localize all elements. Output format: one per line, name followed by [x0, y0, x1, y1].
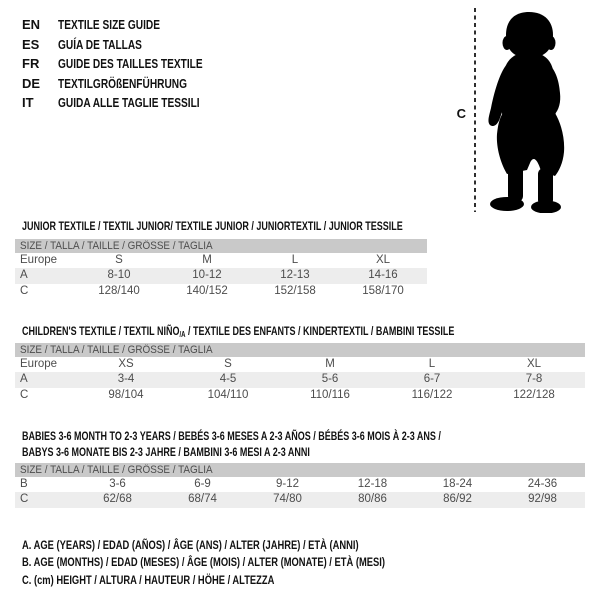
toddler-silhouette-icon: [483, 8, 573, 213]
height-measure-label: C: [456, 106, 466, 121]
footnote-b: B. AGE (MONTHS) / EDAD (MESES) / ÂGE (MOIS) / ALTER (MONATE) / ETÀ (MESI): [22, 555, 385, 570]
table-cell: 104/110: [207, 388, 249, 401]
footnote-a: A. AGE (YEARS) / EDAD (AÑOS) / ÂGE (ANS) / ALTER (JAHRE) / ETÀ (ANNI): [22, 538, 359, 552]
table-cell: 62/68: [103, 493, 132, 506]
language-label: GUIDE DES TAILLES TEXTILE: [58, 56, 203, 72]
table-cell: 10-12: [192, 269, 222, 282]
table-cell: 6-9: [194, 478, 211, 490]
table-cell: 6-7: [423, 373, 441, 386]
table-cell: 3-6: [109, 478, 126, 490]
language-code: ES: [22, 36, 40, 52]
table-cell: 68/74: [188, 493, 217, 506]
language-code: IT: [22, 95, 34, 111]
row-label: C: [20, 388, 29, 401]
row-label: Europe: [20, 358, 58, 370]
table-cell: 7-8: [525, 373, 543, 386]
table-cell: 12-18: [357, 478, 388, 490]
table-cell: 5-6: [321, 373, 339, 386]
row-label: B: [20, 478, 28, 490]
table-cell: 8-10: [107, 269, 131, 282]
table-cell: 24-36: [527, 478, 558, 490]
babies-section-title: BABIES 3-6 MONTH TO 2-3 YEARS / BEBÉS 3-6 MESES A 2-3 AÑOS / BÉBÉS 3-6 MOIS À 2-3 ANS / BABYS 3-6 MONATE BIS 2-3 JAHRE / BAMBINI 3-6 MESI A 2-3 ANNI: [22, 429, 441, 459]
table-cell: 98/104: [108, 388, 144, 401]
table-cell: XS: [118, 358, 134, 370]
language-label: TEXTILE SIZE GUIDE: [58, 17, 160, 33]
table-row: [15, 372, 585, 387]
language-code: FR: [22, 56, 40, 72]
footnote-c: C. (cm) HEIGHT / ALTURA / HAUTEUR / HÖHE / ALTEZZA: [22, 572, 275, 587]
children-section-title: CHILDREN'S TEXTILE / TEXTIL $NIÑO_{/A}$ / TEXTILE DES ENFANTS / KINDERTEXTIL / BAMBINI TESSILE: [22, 324, 455, 339]
table-row: [15, 284, 427, 299]
table-cell: M: [202, 254, 212, 266]
table-cell: 74/80: [273, 493, 302, 506]
size-header-bar: [15, 343, 585, 357]
table-cell: XL: [375, 254, 391, 266]
table-cell: 86/92: [443, 493, 472, 506]
table-cell: 122/128: [513, 388, 555, 401]
junior-size-table: [15, 239, 427, 299]
language-code: DE: [22, 75, 41, 91]
size-header-text: SIZE / TALLA / TAILLE / GRÖSSE / TAGLIA: [20, 344, 213, 356]
row-label: Europe: [20, 254, 58, 266]
table-row: [15, 477, 585, 492]
table-cell: 92/98: [528, 493, 557, 506]
language-code: EN: [22, 17, 41, 33]
row-label: A: [20, 373, 28, 386]
table-cell: 18-24: [442, 478, 473, 490]
row-label: A: [20, 269, 28, 282]
junior-section-title: JUNIOR TEXTILE / TEXTIL JUNIOR/ TEXTILE JUNIOR / JUNIORTEXTIL / JUNIOR TESSILE: [22, 219, 403, 233]
row-label: C: [20, 284, 29, 297]
table-cell: 128/140: [98, 284, 140, 297]
table-cell: 3-4: [117, 373, 135, 386]
language-row: [22, 15, 243, 35]
table-row: [15, 357, 585, 372]
language-label: GUÍA DE TALLAS: [58, 36, 142, 52]
table-cell: 9-12: [275, 478, 300, 490]
size-header-text: SIZE / TALLA / TAILLE / GRÖSSE / TAGLIA: [20, 240, 213, 252]
language-row: [22, 93, 243, 113]
table-cell: S: [115, 254, 123, 266]
table-cell: 12-13: [280, 269, 310, 282]
table-cell: 14-16: [368, 269, 398, 282]
table-row: [15, 492, 585, 507]
row-label: C: [20, 493, 29, 506]
table-cell: S: [224, 358, 232, 370]
table-cell: 152/158: [274, 284, 316, 297]
language-header: [22, 15, 243, 113]
language-label: TEXTILGRÖßENFÜHRUNG: [58, 75, 188, 91]
table-cell: XL: [526, 358, 542, 370]
language-row: [22, 74, 243, 94]
table-cell: 4-5: [219, 373, 237, 386]
footnotes: [22, 537, 487, 589]
language-row: [22, 54, 243, 74]
table-row: [15, 268, 427, 283]
table-cell: L: [291, 254, 299, 266]
table-cell: M: [325, 358, 335, 370]
children-size-table: [15, 343, 585, 403]
table-cell: 80/86: [358, 493, 387, 506]
size-header-bar: [15, 463, 585, 477]
table-cell: 116/122: [411, 388, 453, 401]
babies-size-table: [15, 463, 585, 508]
size-header-text: SIZE / TALLA / TAILLE / GRÖSSE / TAGLIA: [20, 464, 213, 476]
table-cell: L: [428, 358, 436, 370]
table-cell: 140/152: [186, 284, 228, 297]
language-label: GUIDA ALLE TAGLIE TESSILI: [58, 95, 200, 111]
subscript: /A: [179, 330, 186, 339]
table-cell: 158/170: [362, 284, 404, 297]
table-row: [15, 388, 585, 403]
size-header-bar: [15, 239, 427, 253]
language-row: [22, 35, 243, 55]
table-row: [15, 253, 427, 268]
table-cell: 110/116: [310, 388, 350, 401]
height-measure-dashed-line: [474, 8, 476, 212]
